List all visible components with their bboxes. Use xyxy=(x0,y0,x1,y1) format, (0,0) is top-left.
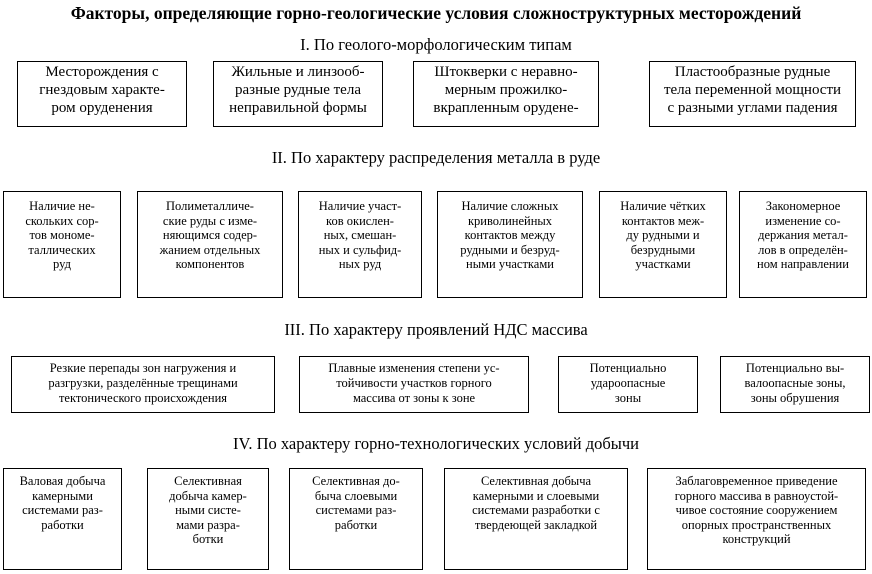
section-1-box-1 xyxy=(17,61,187,127)
section-3-heading: III. По характеру проявлений НДС массива xyxy=(284,320,588,339)
box-text: Селективная до- быча слоевыми системами раз- работки xyxy=(312,474,400,532)
box-text: Потенциально вы- валоопасные зоны, зоны обрушения xyxy=(744,361,846,405)
diagram-title: Факторы, определяющие горно-геологические условия сложноструктурных месторождений xyxy=(70,3,802,23)
section-3-box-3 xyxy=(558,356,698,413)
section-4-box-1 xyxy=(3,468,122,570)
box-text: Наличие сложных криволинейных контактов между рудными и безруд- ными участками xyxy=(460,199,560,272)
section-2-box-4 xyxy=(437,191,583,298)
section-4-box-5 xyxy=(647,468,866,570)
box-text: Наличие не- скольких сор- тов мономе- таллических руд xyxy=(25,199,99,272)
box-text: Жильные и линзооб- разные рудные тела неправильной формы xyxy=(229,64,367,116)
box-text: Селективная добыча камерными и слоевыми системами разработки с твердеющей закладкой xyxy=(472,474,600,532)
section-1-box-2 xyxy=(213,61,383,127)
section-1-heading: I. По геолого-морфологическим типам xyxy=(300,35,572,54)
section-2-box-6 xyxy=(739,191,867,298)
box-text: Плавные изменения степени ус- тойчивости участков горного массива от зоны к зоне xyxy=(328,361,500,405)
section-4-box-3 xyxy=(289,468,423,570)
box-text: Потенциально удароопасные зоны xyxy=(589,361,667,405)
section-2-box-3 xyxy=(298,191,422,298)
box-text: Штокверки с неравно- мерным прожилко- вкрапленным орудене- xyxy=(433,64,579,116)
section-2-box-2 xyxy=(137,191,283,298)
box-text: Закономерное изменение со- держания метал- лов в определён- ном направлении xyxy=(757,199,849,272)
box-text: Месторождения с гнездовым характе- ром оруденения xyxy=(39,64,165,116)
section-3-box-2 xyxy=(299,356,529,413)
box-text: Заблаговременное приведение горного массива в равноустой- чивое состояние сооружением опорных пространственных конструкций xyxy=(674,474,839,547)
section-3-box-4 xyxy=(720,356,870,413)
section-2-box-5 xyxy=(599,191,727,298)
box-text: Наличие участ- ков окислен- ных, смешан- ных и сульфид- ных руд xyxy=(318,199,402,272)
section-2-heading: II. По характеру распределения металла в руде xyxy=(271,148,601,167)
section-4-box-2 xyxy=(147,468,269,570)
box-text: Селективная добыча камер- ными систе- мами разра- ботки xyxy=(169,474,247,547)
box-text: Валовая добыча камерными системами раз- работки xyxy=(19,474,106,532)
section-3-box-1 xyxy=(11,356,275,413)
section-4-box-4 xyxy=(444,468,628,570)
section-2-box-1 xyxy=(3,191,121,298)
box-text: Пластообразные рудные тела переменной мощности с разными углами падения xyxy=(663,64,842,116)
section-1-box-4 xyxy=(649,61,856,127)
box-text: Наличие чётких контактов меж- ду рудными и безрудными участками xyxy=(620,199,706,272)
box-text: Резкие перепады зон нагружения и разгрузки, разделённые трещинами тектонического происхождения xyxy=(48,361,238,405)
section-4-heading: IV. По характеру горно-технологических условий добычи xyxy=(233,434,639,453)
box-text: Полиметалличе- ские руды с изме- няющимся содер- жанием отдельных компонентов xyxy=(159,199,261,272)
section-1-box-3 xyxy=(413,61,599,127)
